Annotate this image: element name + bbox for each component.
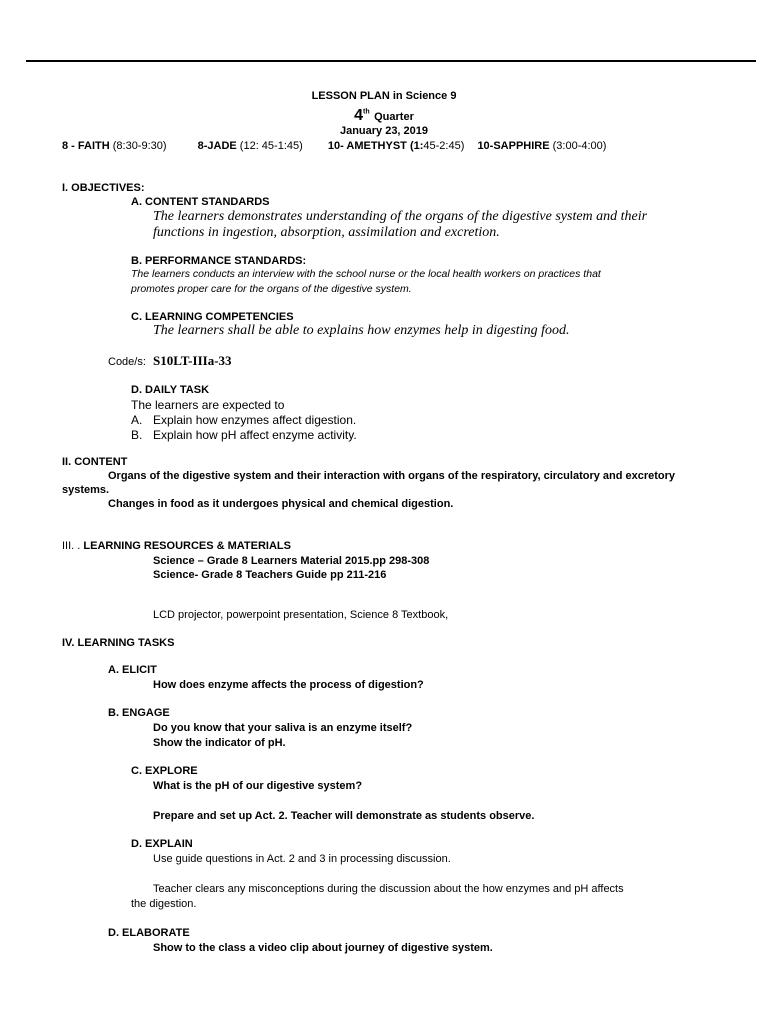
learning-competencies-text: The learners shall be able to explains how enzymes help in digesting food. <box>153 323 570 338</box>
content-heading: II. CONTENT <box>62 456 128 468</box>
content-line-1: Organs of the digestive system and their interaction with organs of the respiratory, circulatory and excretory <box>108 470 676 482</box>
schedule-section: 10- AMETHYST (1: <box>327 140 424 152</box>
content-line-2: systems. <box>62 484 110 496</box>
resource-item: Science- Grade 8 Teachers Guide pp 211-216 <box>153 569 387 581</box>
content-standards-label: A. CONTENT STANDARDS <box>131 196 270 208</box>
daily-task-item <box>131 428 357 442</box>
engage-line-1: Do you know that your saliva is an enzyme itself? <box>153 722 413 734</box>
explore-line-2: Prepare and set up Act. 2. Teacher will demonstrate as students observe. <box>153 810 535 822</box>
content-standards-line-1: The learners demonstrates understanding of the organs of the digestive system and their <box>153 209 648 224</box>
explore-line-1: What is the pH of our digestive system? <box>153 780 363 792</box>
code-value: S10LT-IIIa-33 <box>153 353 232 368</box>
quarter-number: 4 <box>354 107 364 124</box>
engage-line-2: Show the indicator of pH. <box>153 737 286 749</box>
schedule-time: (12: 45-1:45) <box>239 140 303 152</box>
elaborate-label: D. ELABORATE <box>108 927 190 939</box>
explain-line-3: the digestion. <box>131 898 197 910</box>
schedule-time: (8:30-9:30) <box>112 140 167 152</box>
objectives-heading: I. OBJECTIVES: <box>62 182 145 194</box>
list-item-text: Explain how pH affect enzyme activity. <box>153 428 357 442</box>
class-schedule <box>62 140 606 152</box>
elaborate-line-1: Show to the class a video clip about journey of digestive system. <box>153 942 493 954</box>
resource-item: Science – Grade 8 Learners Material 2015.pp 298-308 <box>153 555 430 567</box>
list-item-text: Explain how enzymes affect digestion. <box>153 413 357 427</box>
top-horizontal-rule <box>26 60 756 62</box>
performance-standards-line-2: promotes proper care for the organs of the digestive system. <box>131 283 412 295</box>
learning-tasks-heading: IV. LEARNING TASKS <box>62 637 175 649</box>
quarter-word: Quarter <box>374 111 414 123</box>
explore-label: C. EXPLORE <box>131 765 198 777</box>
content-standards-line-2: functions in ingestion, absorption, assimilation and excretion. <box>153 225 500 240</box>
list-marker: B. <box>131 428 143 442</box>
elicit-line-1: How does enzyme affects the process of digestion? <box>153 679 424 691</box>
schedule-section: 8 - FAITH <box>62 140 110 152</box>
code-label: Code/s: <box>108 356 146 368</box>
schedule-section: 8-JADE <box>197 140 237 152</box>
explain-line-2: Teacher clears any misconceptions during the discussion about the how enzymes and pH affects <box>153 883 624 895</box>
resources-heading <box>62 540 291 552</box>
resources-heading-number: III. . <box>62 540 81 552</box>
list-marker: A. <box>131 413 143 427</box>
explain-label: D. EXPLAIN <box>131 838 193 850</box>
content-line-3: Changes in food as it undergoes physical and chemical digestion. <box>108 498 454 510</box>
schedule-section: 10-SAPPHIRE <box>477 140 550 152</box>
resource-item: LCD projector, powerpoint presentation, Science 8 Textbook, <box>153 609 449 621</box>
performance-standards-label: B. PERFORMANCE STANDARDS: <box>131 255 307 267</box>
lesson-plan-title: LESSON PLAN in Science 9 <box>311 90 457 102</box>
performance-standards-line-1: The learners conducts an interview with the school nurse or the local health workers on practices that <box>131 268 601 280</box>
schedule-time: 45-2:45) <box>423 140 465 152</box>
lesson-date: January 23, 2019 <box>339 125 429 137</box>
explain-line-1: Use guide questions in Act. 2 and 3 in processing discussion. <box>153 853 451 865</box>
learning-competencies-label: C. LEARNING COMPETENCIES <box>131 311 294 323</box>
elicit-label: A. ELICIT <box>108 664 157 676</box>
schedule-time: (3:00-4:00) <box>552 140 607 152</box>
resources-heading-text: LEARNING RESOURCES & MATERIALS <box>83 540 291 552</box>
quarter-superscript: th <box>363 108 370 116</box>
daily-task-intro: The learners are expected to <box>131 398 285 412</box>
quarter-heading <box>0 107 768 125</box>
daily-task-label: D. DAILY TASK <box>131 384 210 396</box>
daily-task-item <box>131 413 357 427</box>
engage-label: B. ENGAGE <box>108 707 170 719</box>
